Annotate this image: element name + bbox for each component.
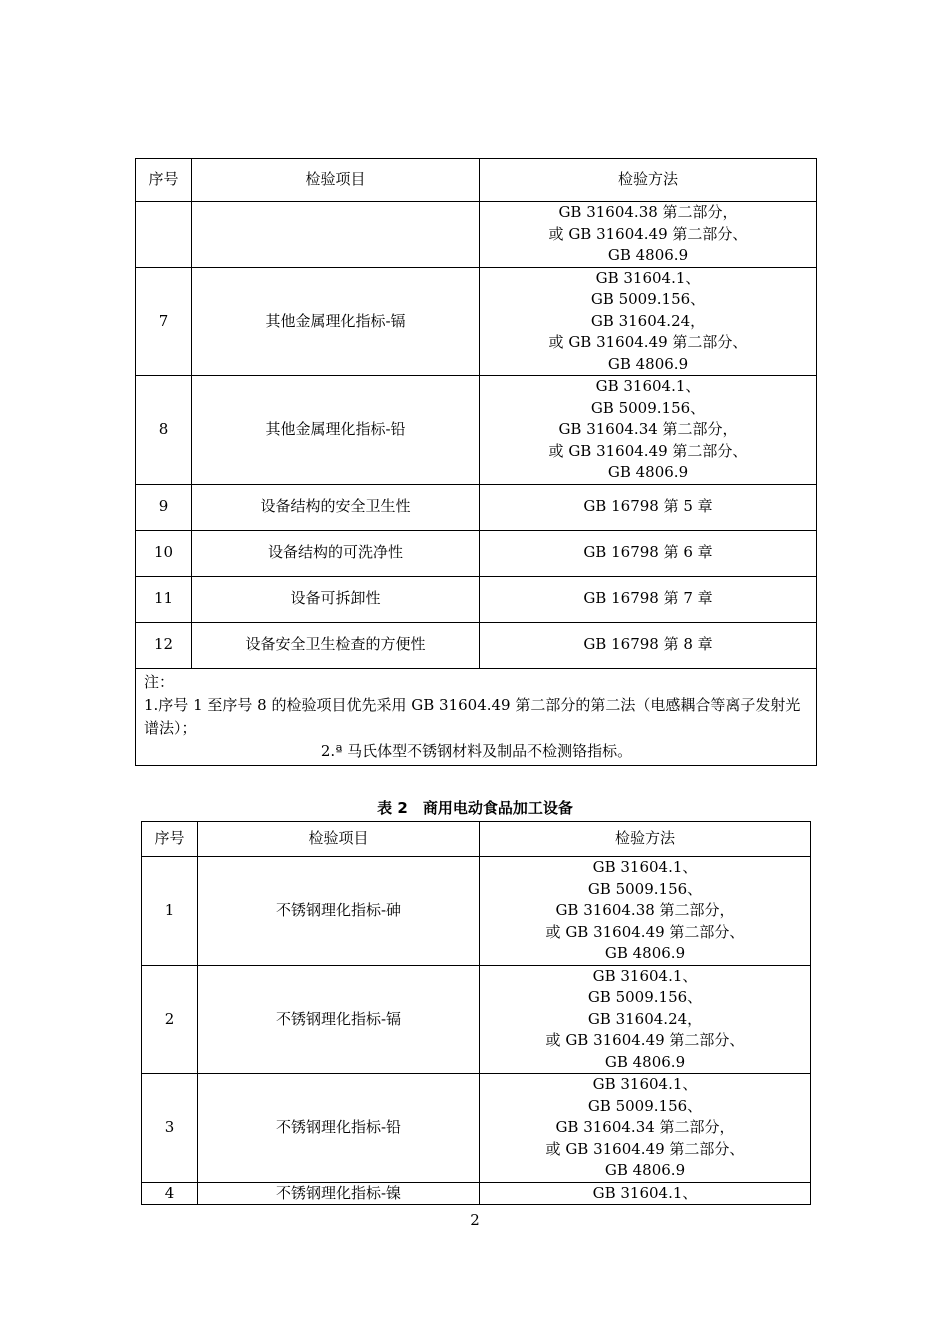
row-no: 9 [136, 484, 192, 530]
row-item: 设备安全卫生检查的方便性 [192, 622, 480, 668]
table-row [142, 1182, 811, 1205]
inspection-table-1 [135, 158, 817, 766]
row-method: GB 31604.1、 [480, 1182, 811, 1205]
row-method: GB 31604.1、 GB 5009.156、 GB 31604.24， 或 GB 31604.49 第二部分、 GB 4806.9 [480, 267, 817, 376]
row-no: 8 [136, 376, 192, 485]
row-no: 3 [142, 1074, 198, 1183]
header-no: 序号 [136, 159, 192, 202]
row-method: GB 31604.1、 GB 5009.156、 GB 31604.34 第二部分， 或 GB 31604.49 第二部分、 GB 4806.9 [480, 1074, 811, 1183]
row-no: 11 [136, 576, 192, 622]
header-item: 检验项目 [198, 822, 480, 857]
row-method: GB 16798 第 6 章 [480, 530, 817, 576]
row-item: 设备结构的可洗净性 [192, 530, 480, 576]
table-row [136, 202, 817, 268]
row-no: 10 [136, 530, 192, 576]
row-item: 其他金属理化指标-铅 [192, 376, 480, 485]
row-method: GB 16798 第 8 章 [480, 622, 817, 668]
row-item: 不锈钢理化指标-镍 [198, 1182, 480, 1205]
row-method: GB 16798 第 5 章 [480, 484, 817, 530]
row-item: 不锈钢理化指标-镉 [198, 965, 480, 1074]
row-no: 12 [136, 622, 192, 668]
inspection-table-2 [141, 821, 811, 1205]
row-no: 1 [142, 857, 198, 966]
row-item: 其他金属理化指标-镉 [192, 267, 480, 376]
page-number: 2 [470, 1211, 480, 1229]
table-row [142, 857, 811, 966]
row-item: 不锈钢理化指标-砷 [198, 857, 480, 966]
row-no [136, 202, 192, 268]
table-row [142, 1074, 811, 1183]
table-row [136, 484, 817, 530]
row-no: 2 [142, 965, 198, 1074]
row-method: GB 16798 第 7 章 [480, 576, 817, 622]
table-header-row [136, 159, 817, 202]
table-note [136, 668, 817, 765]
table-row [136, 622, 817, 668]
header-item: 检验项目 [192, 159, 480, 202]
row-item: 设备可拆卸性 [192, 576, 480, 622]
row-method: GB 31604.1、 GB 5009.156、 GB 31604.38 第二部分， 或 GB 31604.49 第二部分、 GB 4806.9 [480, 857, 811, 966]
table-row [142, 965, 811, 1074]
header-no: 序号 [142, 822, 198, 857]
header-method: 检验方法 [480, 159, 817, 202]
table-2-title: 表 2 商用电动食品加工设备 [377, 799, 573, 817]
note-label: 注： [144, 672, 175, 691]
row-item [192, 202, 480, 268]
table-row [136, 267, 817, 376]
table-header-row [142, 822, 811, 857]
note-line-2: 2.ª 马氏体型不锈钢材料及制品不检测铬指标。 [320, 741, 633, 760]
table-note-row [136, 668, 817, 765]
row-no: 7 [136, 267, 192, 376]
table-row [136, 530, 817, 576]
header-method: 检验方法 [480, 822, 811, 857]
row-item: 不锈钢理化指标-铅 [198, 1074, 480, 1183]
row-item: 设备结构的安全卫生性 [192, 484, 480, 530]
row-method: GB 31604.38 第二部分， 或 GB 31604.49 第二部分、 GB 4806.9 [480, 202, 817, 268]
note-line-1: 1.序号 1 至序号 8 的检验项目优先采用 GB 31604.49 第二部分的第二法（电感耦合等离子发射光谱法）； [144, 695, 801, 737]
table-row [136, 576, 817, 622]
row-method: GB 31604.1、 GB 5009.156、 GB 31604.24， 或 GB 31604.49 第二部分、 GB 4806.9 [480, 965, 811, 1074]
row-method: GB 31604.1、 GB 5009.156、 GB 31604.34 第二部分， 或 GB 31604.49 第二部分、 GB 4806.9 [480, 376, 817, 485]
row-no: 4 [142, 1182, 198, 1205]
table-row [136, 376, 817, 485]
